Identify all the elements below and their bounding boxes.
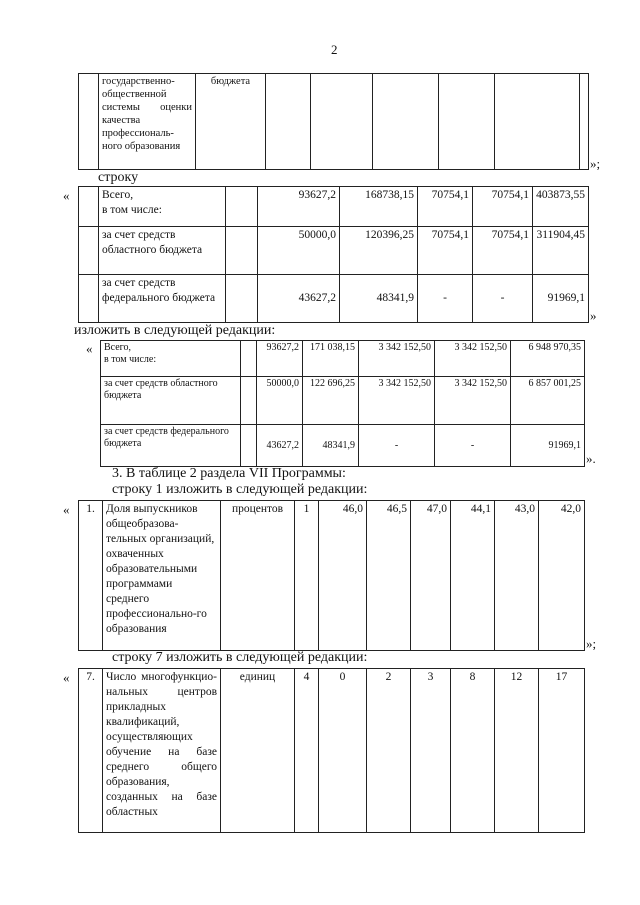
indicator-description: Число многофункцио-нальных центров прикладных квалификаций, осуществляющих обучение на базе среднего общего образования, созданных на базе областных [103,669,221,833]
value-cell: 6 948 970,35 [511,341,585,377]
row-label: за счет средств областного бюджета [101,377,241,425]
table-top-fragment [78,73,589,170]
value-cell: 42,0 [539,501,585,651]
row-label: за счет средств областного бюджета [99,227,226,275]
cell-empty [580,74,589,170]
value-cell: 8 [451,669,495,833]
value-cell: 403873,55 [533,187,589,227]
value-cell: 3 342 152,50 [435,377,511,425]
value-cell: 70754,1 [473,227,533,275]
cell-empty [79,275,99,323]
page-number: 2 [331,42,338,57]
open-quote: « [63,188,70,203]
row-1-instruction: строку 1 изложить в следующей редакции: [112,482,368,497]
value-cell: 2 [367,669,411,833]
value-cell: 0 [319,669,367,833]
value-cell: 12 [495,669,539,833]
cell-empty [79,187,99,227]
cell-empty [226,227,258,275]
value-cell: 3 342 152,50 [359,377,435,425]
value-cell: 70754,1 [418,187,473,227]
row-number: 1. [79,501,103,651]
label-stroku: строку [98,170,139,185]
table-financing-new [100,340,585,467]
value-cell: 48341,9 [340,275,418,323]
value-cell: - [473,275,533,323]
open-quote: « [63,670,70,685]
cell-empty [495,74,580,170]
value-cell: 43627,2 [257,425,303,467]
row-label: за счет средств федерального бюджета [101,425,241,467]
row-7-instruction: строку 7 изложить в следующей редакции: [112,650,368,665]
cell-empty [439,74,495,170]
cell-empty [241,377,257,425]
value-cell: 3 [411,669,451,833]
value-cell: 70754,1 [473,187,533,227]
value-cell: 47,0 [411,501,451,651]
value-cell: 48341,9 [303,425,359,467]
value-cell: 6 857 001,25 [511,377,585,425]
close-quote: » [590,308,597,323]
cell-source: бюджета [196,74,266,170]
table-financing-old [78,186,589,323]
value-cell: 3 342 152,50 [359,341,435,377]
row-label: за счет средств федерального бюджета [99,275,226,323]
section-3-heading: 3. В таблице 2 раздела VII Программы: [112,466,346,481]
row-number: 7. [79,669,103,833]
cell-empty [241,341,257,377]
value-cell: 43,0 [495,501,539,651]
close-quote: »; [586,636,597,651]
value-cell: 4 [295,669,319,833]
value-cell: 122 696,25 [303,377,359,425]
cell-empty [373,74,439,170]
cell-empty [226,187,258,227]
open-quote: « [63,502,70,517]
unit-cell: процентов [221,501,295,651]
value-cell: 311904,45 [533,227,589,275]
value-cell: 44,1 [451,501,495,651]
value-cell: - [359,425,435,467]
value-cell: 3 342 152,50 [435,341,511,377]
cell-empty [311,74,373,170]
table-indicator-row-7 [78,668,585,833]
label-izlozhit: изложить в следующей редакции: [74,323,276,338]
value-cell: 70754,1 [418,227,473,275]
table-indicator-row-1 [78,500,585,651]
row-label: Всего, в том числе: [101,341,241,377]
value-cell: 93627,2 [258,187,340,227]
cell-empty [266,74,311,170]
value-cell: 50000,0 [258,227,340,275]
value-cell: 43627,2 [258,275,340,323]
value-cell: 17 [539,669,585,833]
value-cell: 46,0 [319,501,367,651]
cell-empty [241,425,257,467]
value-cell: 93627,2 [257,341,303,377]
cell-empty [79,74,99,170]
value-cell: 91969,1 [511,425,585,467]
value-cell: 1 [295,501,319,651]
value-cell: 171 038,15 [303,341,359,377]
unit-cell: единиц [221,669,295,833]
value-cell: 120396,25 [340,227,418,275]
cell-empty [79,227,99,275]
value-cell: - [418,275,473,323]
cell-empty [226,275,258,323]
close-quote: »; [590,156,601,171]
value-cell: 50000,0 [257,377,303,425]
value-cell: 91969,1 [533,275,589,323]
close-quote: ». [586,451,596,466]
row-label: Всего, в том числе: [99,187,226,227]
value-cell: 168738,15 [340,187,418,227]
indicator-description: Доля выпускников общеобразова-тельных организаций, охваченных образовательными программами среднего профессионально-го образования [103,501,221,651]
value-cell: - [435,425,511,467]
cell-description: государственно-общественной системы оценки качества профессиональ-ного образования [99,74,196,170]
open-quote: « [86,341,93,356]
value-cell: 46,5 [367,501,411,651]
